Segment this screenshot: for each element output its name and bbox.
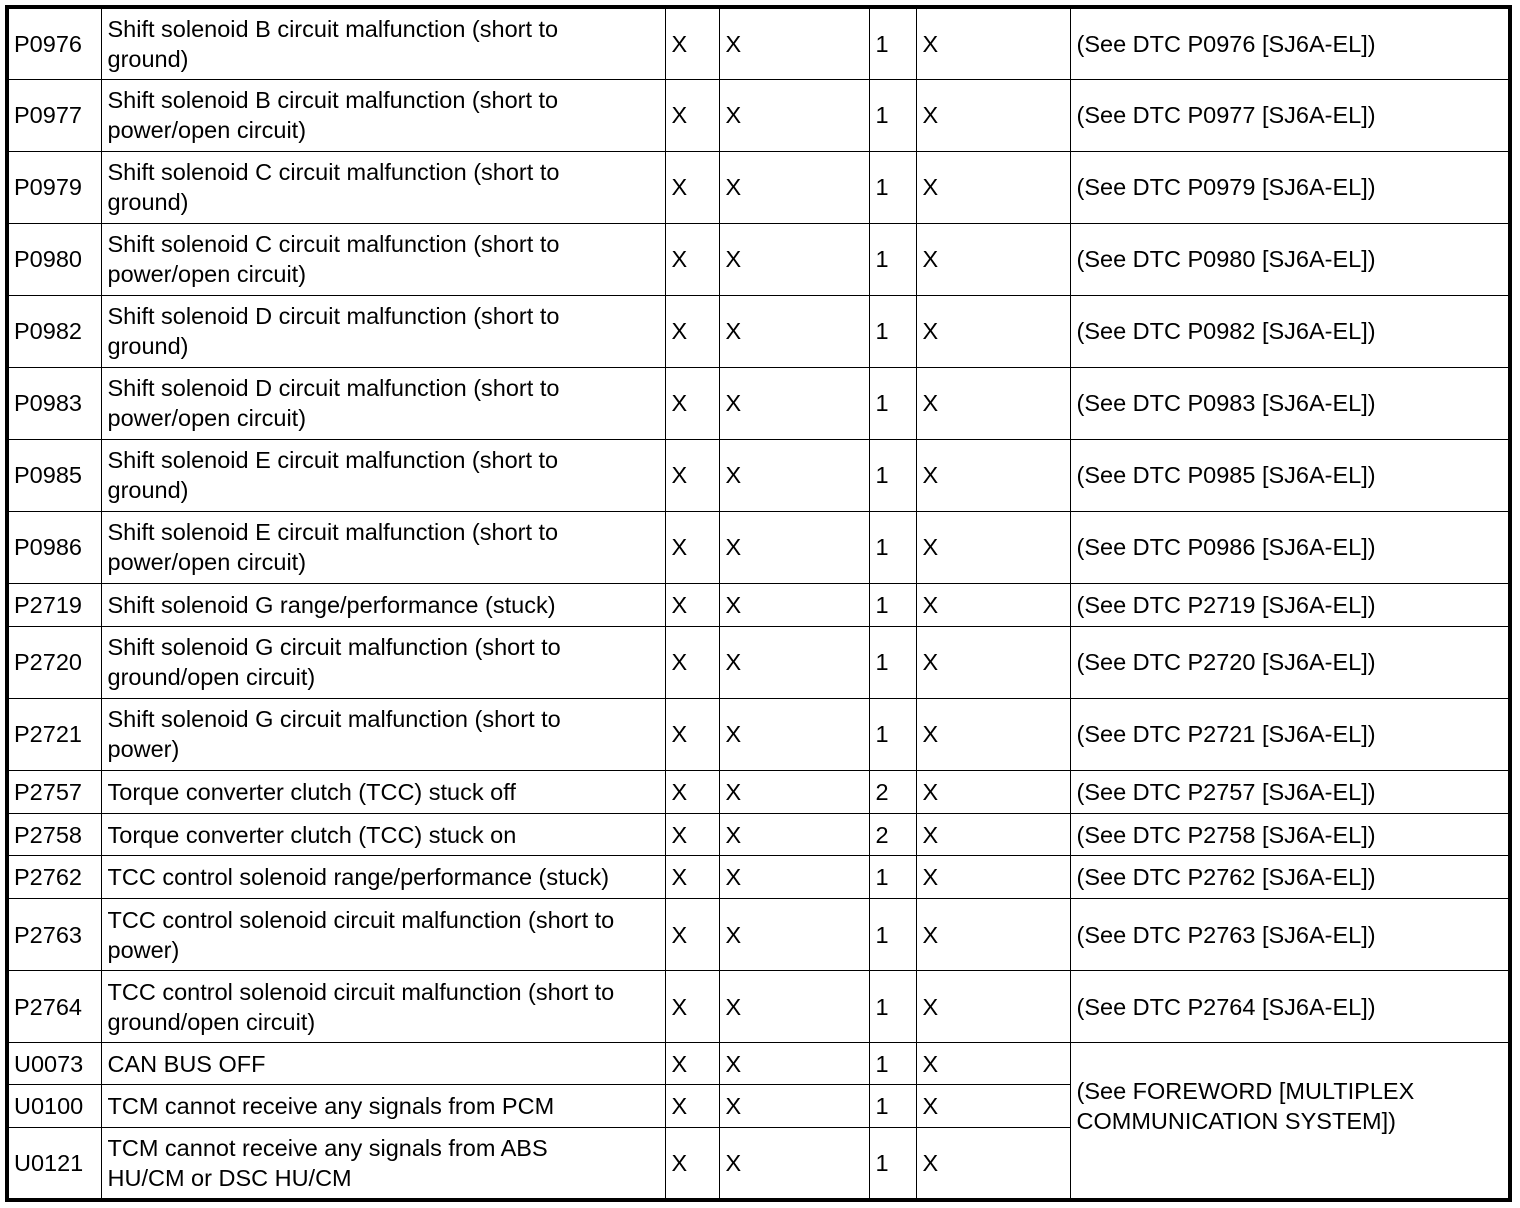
dtc-description: Shift solenoid C circuit malfunction (short to power/open circuit) — [101, 223, 665, 295]
reference-cell: (See DTC P0976 [SJ6A-EL]) — [1070, 7, 1510, 79]
check-col-4: X — [916, 151, 1070, 223]
check-col-2: X — [719, 771, 869, 814]
dtc-description: Shift solenoid G circuit malfunction (short to power) — [101, 698, 665, 770]
number-col: 1 — [869, 511, 916, 583]
check-col-1: X — [665, 626, 719, 698]
number-col: 1 — [869, 1043, 916, 1085]
check-col-4: X — [916, 1085, 1070, 1128]
number-col: 1 — [869, 583, 916, 626]
dtc-description: Shift solenoid G circuit malfunction (short to ground/open circuit) — [101, 626, 665, 698]
dtc-description: Shift solenoid D circuit malfunction (short to power/open circuit) — [101, 367, 665, 439]
number-col: 1 — [869, 295, 916, 367]
dtc-description: Torque converter clutch (TCC) stuck on — [101, 814, 665, 856]
dtc-code: P0976 — [7, 7, 101, 79]
table-row — [7, 511, 1510, 583]
check-col-1: X — [665, 899, 719, 971]
reference-cell: (See DTC P0979 [SJ6A-EL]) — [1070, 151, 1510, 223]
reference-cell: (See DTC P0986 [SJ6A-EL]) — [1070, 511, 1510, 583]
check-col-1: X — [665, 856, 719, 899]
check-col-4: X — [916, 1043, 1070, 1085]
check-col-2: X — [719, 626, 869, 698]
check-col-2: X — [719, 1128, 869, 1200]
dtc-code: U0100 — [7, 1085, 101, 1128]
check-col-1: X — [665, 1128, 719, 1200]
number-col: 2 — [869, 771, 916, 814]
check-col-1: X — [665, 7, 719, 79]
check-col-4: X — [916, 439, 1070, 511]
check-col-1: X — [665, 511, 719, 583]
check-col-1: X — [665, 223, 719, 295]
reference-cell: (See DTC P0980 [SJ6A-EL]) — [1070, 223, 1510, 295]
table-row — [7, 223, 1510, 295]
dtc-code: P2763 — [7, 899, 101, 971]
reference-cell: (See DTC P0985 [SJ6A-EL]) — [1070, 439, 1510, 511]
check-col-1: X — [665, 367, 719, 439]
number-col: 1 — [869, 856, 916, 899]
check-col-2: X — [719, 223, 869, 295]
table-row — [7, 151, 1510, 223]
check-col-4: X — [916, 1128, 1070, 1200]
dtc-code: P0982 — [7, 295, 101, 367]
table-row — [7, 899, 1510, 971]
reference-cell: (See DTC P2758 [SJ6A-EL]) — [1070, 814, 1510, 856]
check-col-1: X — [665, 698, 719, 770]
reference-cell: (See DTC P2720 [SJ6A-EL]) — [1070, 626, 1510, 698]
check-col-2: X — [719, 1043, 869, 1085]
check-col-4: X — [916, 295, 1070, 367]
check-col-2: X — [719, 511, 869, 583]
check-col-2: X — [719, 367, 869, 439]
dtc-code: P0979 — [7, 151, 101, 223]
dtc-description: TCC control solenoid circuit malfunction (short to power) — [101, 899, 665, 971]
table-row — [7, 1043, 1510, 1085]
number-col: 1 — [869, 151, 916, 223]
check-col-2: X — [719, 1085, 869, 1128]
check-col-1: X — [665, 295, 719, 367]
dtc-description: Shift solenoid E circuit malfunction (short to ground) — [101, 439, 665, 511]
number-col: 1 — [869, 367, 916, 439]
table-row — [7, 771, 1510, 814]
dtc-description: TCC control solenoid circuit malfunction (short to ground/open circuit) — [101, 971, 665, 1043]
check-col-4: X — [916, 223, 1070, 295]
table-row — [7, 583, 1510, 626]
check-col-4: X — [916, 698, 1070, 770]
dtc-table — [5, 5, 1512, 1202]
dtc-code: U0121 — [7, 1128, 101, 1200]
check-col-4: X — [916, 7, 1070, 79]
dtc-code: P0980 — [7, 223, 101, 295]
table-row — [7, 698, 1510, 770]
check-col-4: X — [916, 771, 1070, 814]
check-col-2: X — [719, 439, 869, 511]
check-col-2: X — [719, 151, 869, 223]
table-row — [7, 814, 1510, 856]
number-col: 1 — [869, 971, 916, 1043]
dtc-code: P2721 — [7, 698, 101, 770]
check-col-2: X — [719, 7, 869, 79]
dtc-code: P0983 — [7, 367, 101, 439]
number-col: 1 — [869, 698, 916, 770]
dtc-code: P2758 — [7, 814, 101, 856]
dtc-description: Shift solenoid C circuit malfunction (short to ground) — [101, 151, 665, 223]
dtc-code: P0985 — [7, 439, 101, 511]
check-col-4: X — [916, 899, 1070, 971]
check-col-1: X — [665, 814, 719, 856]
number-col: 1 — [869, 1128, 916, 1200]
check-col-2: X — [719, 899, 869, 971]
reference-cell: (See DTC P0983 [SJ6A-EL]) — [1070, 367, 1510, 439]
dtc-description: CAN BUS OFF — [101, 1043, 665, 1085]
table-row — [7, 7, 1510, 79]
check-col-1: X — [665, 151, 719, 223]
check-col-1: X — [665, 1043, 719, 1085]
check-col-2: X — [719, 814, 869, 856]
check-col-2: X — [719, 698, 869, 770]
check-col-4: X — [916, 511, 1070, 583]
table-row — [7, 626, 1510, 698]
table-row — [7, 439, 1510, 511]
table-row — [7, 367, 1510, 439]
reference-cell: (See DTC P2721 [SJ6A-EL]) — [1070, 698, 1510, 770]
dtc-description: Shift solenoid B circuit malfunction (short to ground) — [101, 7, 665, 79]
number-col: 1 — [869, 79, 916, 151]
check-col-2: X — [719, 583, 869, 626]
dtc-code: P0986 — [7, 511, 101, 583]
check-col-4: X — [916, 971, 1070, 1043]
check-col-1: X — [665, 79, 719, 151]
table-row — [7, 856, 1510, 899]
dtc-code: P0977 — [7, 79, 101, 151]
number-col: 1 — [869, 7, 916, 79]
dtc-code: U0073 — [7, 1043, 101, 1085]
check-col-1: X — [665, 971, 719, 1043]
number-col: 2 — [869, 814, 916, 856]
dtc-code: P2719 — [7, 583, 101, 626]
check-col-1: X — [665, 1085, 719, 1128]
dtc-description: TCM cannot receive any signals from PCM — [101, 1085, 665, 1128]
dtc-code: P2720 — [7, 626, 101, 698]
dtc-code: P2762 — [7, 856, 101, 899]
check-col-1: X — [665, 583, 719, 626]
dtc-code: P2764 — [7, 971, 101, 1043]
dtc-description: Shift solenoid B circuit malfunction (short to power/open circuit) — [101, 79, 665, 151]
number-col: 1 — [869, 1085, 916, 1128]
reference-cell: (See DTC P2764 [SJ6A-EL]) — [1070, 971, 1510, 1043]
check-col-1: X — [665, 439, 719, 511]
dtc-description: Shift solenoid G range/performance (stuck) — [101, 583, 665, 626]
table-row — [7, 295, 1510, 367]
check-col-4: X — [916, 856, 1070, 899]
table-row — [7, 79, 1510, 151]
dtc-code: P2757 — [7, 771, 101, 814]
reference-cell: (See DTC P2719 [SJ6A-EL]) — [1070, 583, 1510, 626]
check-col-1: X — [665, 771, 719, 814]
check-col-4: X — [916, 79, 1070, 151]
reference-cell: (See DTC P0982 [SJ6A-EL]) — [1070, 295, 1510, 367]
reference-cell: (See DTC P2762 [SJ6A-EL]) — [1070, 856, 1510, 899]
reference-cell-multiplex: (See FOREWORD [MULTIPLEX COMMUNICATION SYSTEM]) — [1070, 1043, 1510, 1200]
check-col-2: X — [719, 295, 869, 367]
number-col: 1 — [869, 626, 916, 698]
check-col-4: X — [916, 814, 1070, 856]
check-col-4: X — [916, 367, 1070, 439]
number-col: 1 — [869, 899, 916, 971]
reference-cell: (See DTC P2757 [SJ6A-EL]) — [1070, 771, 1510, 814]
number-col: 1 — [869, 439, 916, 511]
dtc-description: TCC control solenoid range/performance (stuck) — [101, 856, 665, 899]
reference-cell: (See DTC P0977 [SJ6A-EL]) — [1070, 79, 1510, 151]
number-col: 1 — [869, 223, 916, 295]
check-col-2: X — [719, 79, 869, 151]
check-col-2: X — [719, 856, 869, 899]
check-col-4: X — [916, 626, 1070, 698]
dtc-description: TCM cannot receive any signals from ABS HU/CM or DSC HU/CM — [101, 1128, 665, 1200]
dtc-description: Torque converter clutch (TCC) stuck off — [101, 771, 665, 814]
dtc-description: Shift solenoid E circuit malfunction (short to power/open circuit) — [101, 511, 665, 583]
table-row — [7, 971, 1510, 1043]
dtc-description: Shift solenoid D circuit malfunction (short to ground) — [101, 295, 665, 367]
check-col-4: X — [916, 583, 1070, 626]
check-col-2: X — [719, 971, 869, 1043]
reference-cell: (See DTC P2763 [SJ6A-EL]) — [1070, 899, 1510, 971]
